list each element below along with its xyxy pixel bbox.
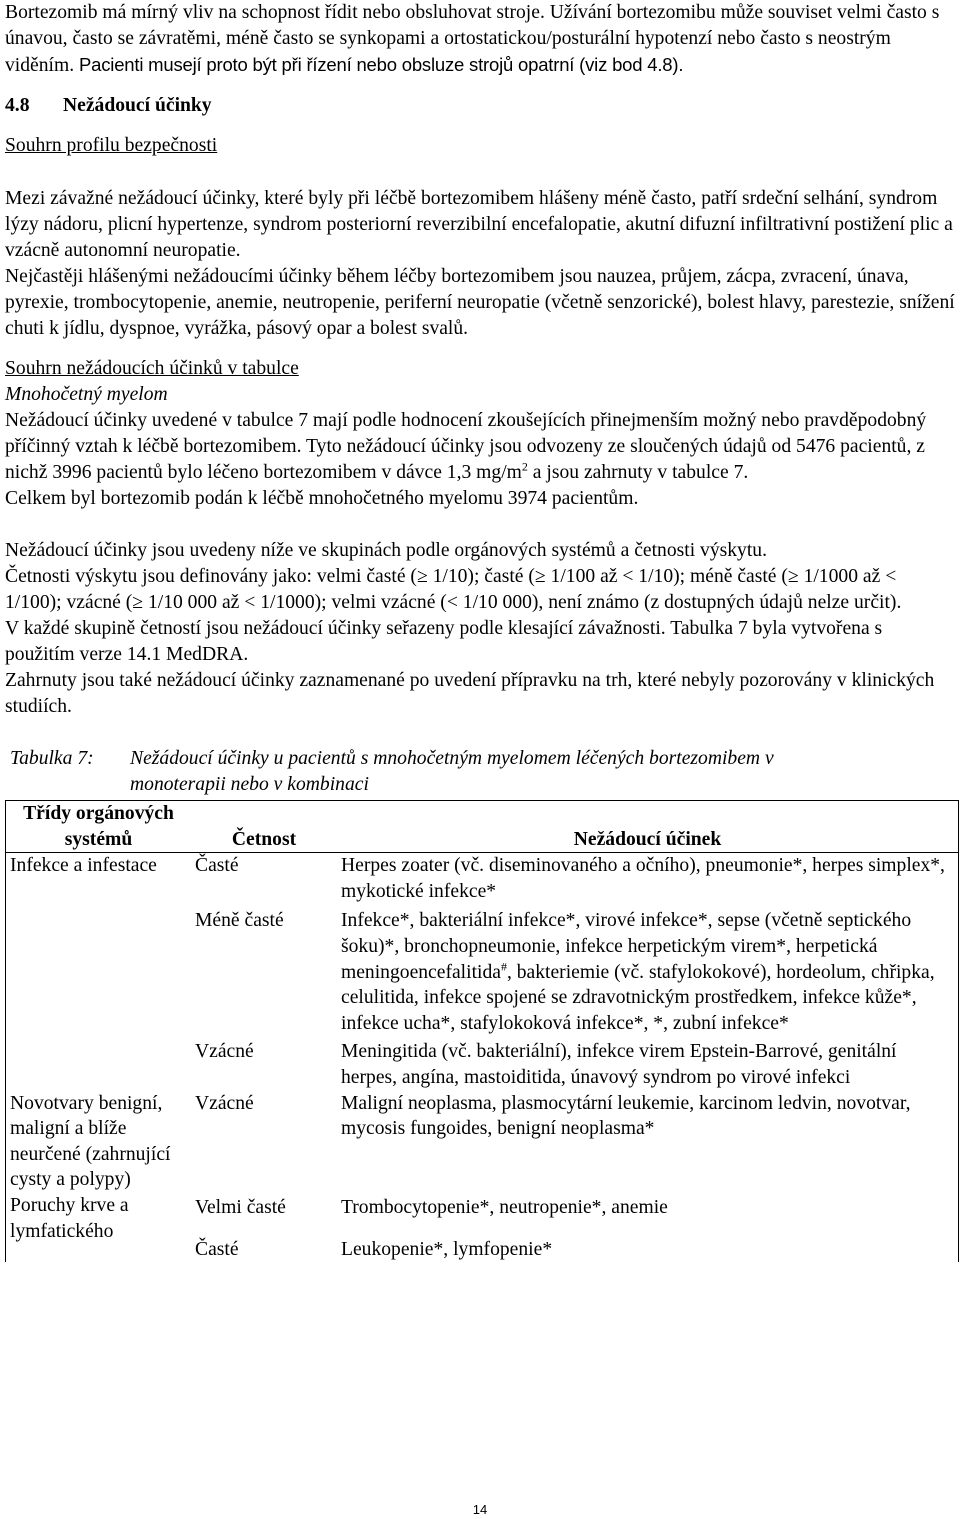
tabulated-paragraph-3: Nežádoucí účinky jsou uvedeny níže ve skupinách podle orgánových systémů a četnosti výskytu. — [5, 540, 767, 561]
section-heading — [5, 93, 955, 119]
document-page — [5, 0, 955, 1262]
table-row — [6, 1091, 959, 1193]
safety-paragraph-2: Nejčastěji hlášenými nežádoucími účinky během léčby bortezomibem jsou nauzea, průjem, zácpa, zvracení, únava, pyrexie, trombocytopenie, anemie, neutropenie, periferní neuropatie (včetně senzorické), bolest hlavy, parestezie, snížení chuti k jídlu, dyspnoe, vyrážka, pásový opar a bolest svalů. — [5, 266, 955, 339]
tabulated-paragraph-5: V každé skupině četností jsou nežádoucí účinky seřazeny podle klesající závažnosti. Tabulka 7 byla vytvořena s použitím verze 14.1 MedDRA. — [5, 618, 883, 665]
safety-paragraph-1: Mezi závažné nežádoucí účinky, které byly při léčbě bortezomibem hlášeny méně často, patří srdeční selhání, syndrom lýzy nádoru, plicní hypertenze, syndrom posteriorní reverzibilní encefalopatie, akutní difuzní infiltrativní postižení plic a vzácně autonomní neuropatie. — [5, 188, 953, 261]
section-number: 4.8 — [5, 95, 30, 116]
organ-neoplasms: Novotvary benigní, maligní a blíže neurčené (zahrnující cysty a polypy) — [6, 1091, 192, 1193]
frequency-cell: Velmi časté — [195, 1196, 286, 1218]
table-caption-label: Tabulka 7: — [10, 748, 94, 769]
frequency-cell: Časté — [195, 1238, 239, 1260]
tabulated-paragraph-1 — [5, 408, 955, 486]
tabulated-paragraph-1-text: Nežádoucí účinky uvedené v tabulce 7 mají podle hodnocení zkoušejících přinejmenším možný nebo pravděpodobný příčinný vztah k léčbě bortezomibem. Tyto nežádoucí účinky jsou odvozeny ze sloučených údajů od 5476 pacientů, z nichž 3996 pacientů bylo léčeno bortezomibem v dávce 1,3 mg/m — [5, 410, 927, 483]
frequency-cell: Méně časté — [195, 910, 284, 932]
frequency-cell: Vzácné — [195, 1092, 254, 1114]
header-organ: Třídy orgánových systémů — [6, 801, 192, 853]
effect-cell: Maligní neoplasma, plasmocytární leukemie, karcinom ledvin, novotvar, mycosis fungoides, benigní neoplasma* — [337, 1091, 959, 1193]
organ-infections: Infekce a infestace — [6, 853, 192, 1091]
effect-cell: Trombocytopenie*, neutropenie*, anemie — [337, 1193, 959, 1221]
table-row — [6, 1193, 959, 1221]
intro-text: Bortezomib má mírný vliv na schopnost řídit nebo obsluhovat stroje. Užívání bortezomibu může souviset velmi často s únavou, často se závratěmi, méně často se synkopami a ortostatickou/posturální hypotenzí nebo často s neostrým viděním. — [5, 2, 940, 76]
safety-profile-heading: Souhrn profilu bezpečnosti — [5, 135, 218, 156]
frequency-definitions: Četnosti výskytu jsou definovány jako: velmi časté (≥ 1/10); časté (≥ 1/100 až < 1/10); méně časté (≥ 1/1000 až < 1/100); vzácné (≥ 1/10 000 až < 1/1000); velmi vzácné (< 1/10 000), není známo (z dostupných údajů nelze určit). — [5, 566, 902, 613]
effect-cell: Meningitida (vč. bakteriální), infekce virem Epstein-Barrové, genitální herpes, angína, mastoiditida, únavový syndrom po virové infekci — [337, 1036, 959, 1090]
tabulated-paragraph-6: Zahrnuty jsou také nežádoucí účinky zaznamenané po uvedení přípravku na trh, které nebyly pozorovány v klinických studiích. — [5, 670, 935, 717]
frequency-cell: Časté — [195, 855, 239, 877]
page-number: 14 — [472, 1502, 488, 1517]
intro-paragraph — [5, 0, 955, 79]
effect-cell — [337, 904, 959, 1036]
section-title: Nežádoucí účinky — [63, 95, 212, 116]
tabulated-subheading: Mnohočetný myelom — [5, 384, 168, 405]
effect-text-end: , bakteriemie (vč. stafylokokové), hordeolum, chřipka, celulitida, infekce spojené se zdravotnickým prostředkem, infekce kůže*, infekce ucha*, stafylokoková infekce*, *, zubní infekce* — [341, 961, 935, 1034]
superscript: 2 — [521, 459, 528, 474]
adverse-effects-table — [5, 800, 959, 1262]
tabulated-paragraph-1-end: a jsou zahrnuty v tabulce 7. — [527, 462, 749, 483]
tabulated-paragraph-2: Celkem byl bortezomib podán k léčbě mnohočetného myelomu 3974 pacientům. — [5, 488, 639, 509]
header-effect: Nežádoucí účinek — [337, 801, 959, 853]
superscript: # — [500, 959, 507, 974]
tabulated-heading: Souhrn nežádoucích účinků v tabulce — [5, 358, 299, 379]
effect-cell: Herpes zoater (vč. diseminovaného a očního), pneumonie*, herpes simplex*, mykotické infekce* — [337, 853, 959, 905]
organ-blood: Poruchy krve a lymfatického — [6, 1193, 192, 1262]
header-frequency: Četnost — [191, 801, 337, 853]
intro-driving-note: Pacienti musejí proto být při řízení nebo obsluze strojů opatrní (viz bod 4.8). — [79, 54, 684, 75]
table-caption-text: Nežádoucí účinky u pacientů s mnohočetným myelomem léčených bortezomibem v monoterapii nebo v kombinaci — [130, 748, 774, 795]
effect-cell: Leukopenie*, lymfopenie* — [337, 1221, 959, 1263]
effect-text: Infekce*, bakteriální infekce*, virové infekce*, sepse (včetně septického šoku)*, bronchopneumonie, infekce herpetickým virem*, herpetická meningoencefalitida — [341, 910, 912, 983]
table-header-row — [6, 801, 959, 853]
table-row — [6, 853, 959, 905]
frequency-cell: Vzácné — [195, 1041, 254, 1063]
table-caption — [5, 746, 955, 798]
